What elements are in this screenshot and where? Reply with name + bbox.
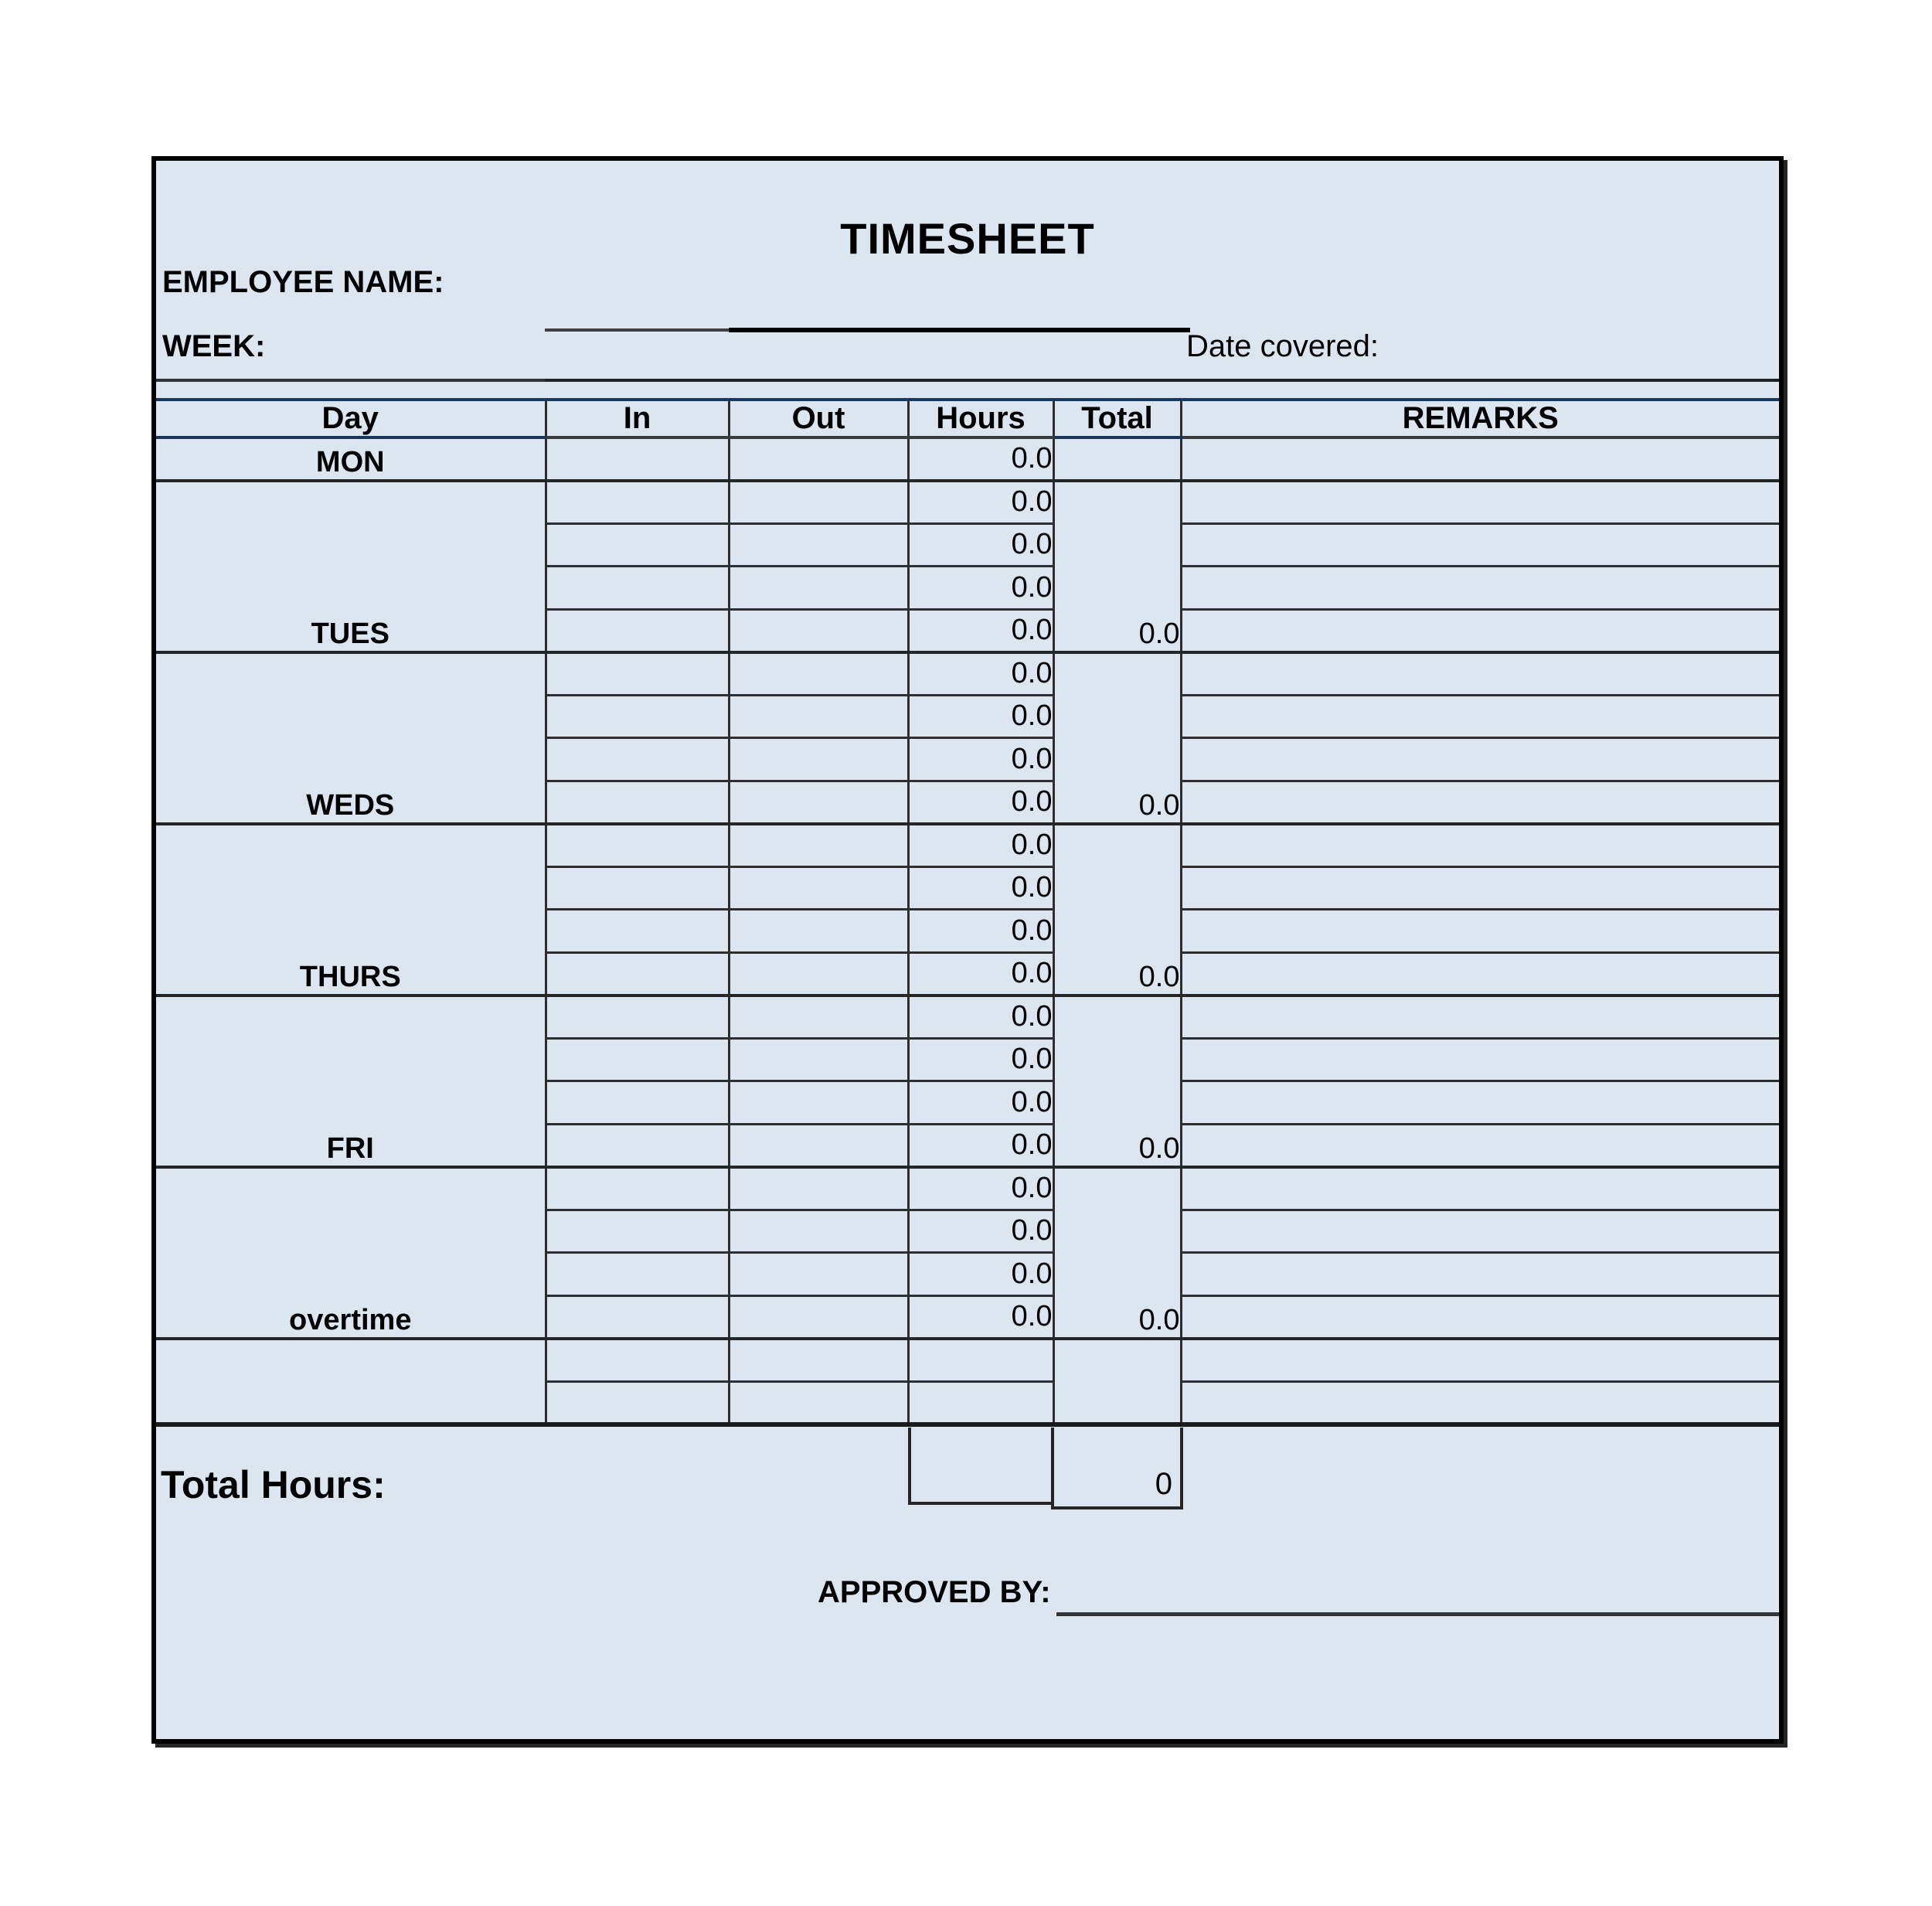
out-cell[interactable] <box>729 695 908 738</box>
remarks-cell[interactable] <box>1181 695 1779 738</box>
hours-cell[interactable]: 0.0 <box>908 1124 1053 1167</box>
remarks-cell[interactable] <box>1181 481 1779 524</box>
out-cell[interactable] <box>729 910 908 953</box>
col-header-total: Total <box>1053 400 1181 437</box>
day-cell-blank <box>156 1339 546 1424</box>
timesheet-table <box>156 398 1779 1427</box>
remarks-cell[interactable] <box>1181 609 1779 652</box>
hours-cell[interactable]: 0.0 <box>908 996 1053 1039</box>
remarks-cell[interactable] <box>1181 1167 1779 1210</box>
remarks-cell[interactable] <box>1181 824 1779 867</box>
in-cell[interactable] <box>546 1295 729 1339</box>
totals-boxes <box>908 1428 1183 1509</box>
out-cell[interactable] <box>729 1210 908 1253</box>
total-cell <box>1053 1339 1181 1424</box>
hours-cell[interactable]: 0.0 <box>908 523 1053 567</box>
date-covered-label: Date covered: <box>1186 329 1379 363</box>
in-cell[interactable] <box>546 1339 729 1382</box>
total-cell: 0.0 <box>1053 481 1181 652</box>
remarks-cell[interactable] <box>1181 437 1779 481</box>
table-header-row <box>156 400 1779 437</box>
remarks-cell[interactable] <box>1181 781 1779 824</box>
in-cell[interactable] <box>546 738 729 781</box>
table-row <box>156 996 1779 1039</box>
out-cell[interactable] <box>729 481 908 524</box>
in-cell[interactable] <box>546 824 729 867</box>
remarks-cell[interactable] <box>1181 1339 1779 1382</box>
remarks-cell[interactable] <box>1181 952 1779 996</box>
in-cell[interactable] <box>546 781 729 824</box>
col-header-remarks: REMARKS <box>1181 400 1779 437</box>
in-cell[interactable] <box>546 1381 729 1424</box>
table-row <box>156 652 1779 696</box>
out-cell[interactable] <box>729 1081 908 1125</box>
in-cell[interactable] <box>546 910 729 953</box>
col-header-day: Day <box>156 400 546 437</box>
out-cell[interactable] <box>729 1295 908 1339</box>
out-cell[interactable] <box>729 437 908 481</box>
day-cell-thurs: THURS <box>156 824 546 996</box>
hours-cell[interactable]: 0.0 <box>908 695 1053 738</box>
col-header-hours: Hours <box>908 400 1053 437</box>
col-header-in: In <box>546 400 729 437</box>
table-row <box>156 824 1779 867</box>
in-cell[interactable] <box>546 437 729 481</box>
remarks-cell[interactable] <box>1181 1038 1779 1081</box>
remarks-cell[interactable] <box>1181 567 1779 610</box>
out-cell[interactable] <box>729 866 908 910</box>
timesheet-panel <box>151 156 1784 1744</box>
out-cell[interactable] <box>729 1253 908 1296</box>
out-cell[interactable] <box>729 824 908 867</box>
hours-cell[interactable]: 0.0 <box>908 781 1053 824</box>
total-hours-label: Total Hours: <box>161 1463 386 1506</box>
table-row <box>156 1167 1779 1210</box>
in-cell[interactable] <box>546 523 729 567</box>
total-cell: 0.0 <box>1053 1167 1181 1339</box>
hours-cell[interactable] <box>908 1339 1053 1382</box>
remarks-cell[interactable] <box>1181 738 1779 781</box>
in-cell[interactable] <box>546 609 729 652</box>
out-cell[interactable] <box>729 996 908 1039</box>
out-cell[interactable] <box>729 1124 908 1167</box>
remarks-cell[interactable] <box>1181 1295 1779 1339</box>
in-cell[interactable] <box>546 1167 729 1210</box>
out-cell[interactable] <box>729 1339 908 1382</box>
in-cell[interactable] <box>546 567 729 610</box>
out-cell[interactable] <box>729 652 908 696</box>
hours-cell[interactable]: 0.0 <box>908 952 1053 996</box>
col-header-out: Out <box>729 400 908 437</box>
table-row <box>156 437 1779 481</box>
out-cell[interactable] <box>729 738 908 781</box>
employee-name-label: EMPLOYEE NAME: <box>162 265 444 299</box>
approved-by-signature-line[interactable] <box>1056 1612 1779 1616</box>
table-row <box>156 1339 1779 1382</box>
hours-cell[interactable] <box>908 1381 1053 1424</box>
total-cell: 0.0 <box>1053 824 1181 996</box>
in-cell[interactable] <box>546 952 729 996</box>
in-cell[interactable] <box>546 996 729 1039</box>
hours-cell[interactable]: 0.0 <box>908 1081 1053 1125</box>
timesheet-body <box>156 437 1779 1424</box>
remarks-cell[interactable] <box>1181 1210 1779 1253</box>
grand-total-box: 0 <box>1051 1428 1183 1509</box>
in-cell[interactable] <box>546 1210 729 1253</box>
in-cell[interactable] <box>546 1253 729 1296</box>
out-cell[interactable] <box>729 1167 908 1210</box>
total-hours-box <box>908 1428 1051 1505</box>
day-cell-mon: MON <box>156 437 546 481</box>
employee-name-line-left[interactable] <box>545 328 729 332</box>
remarks-cell[interactable] <box>1181 1124 1779 1167</box>
hours-cell[interactable]: 0.0 <box>908 567 1053 610</box>
remarks-cell[interactable] <box>1181 910 1779 953</box>
hours-cell[interactable]: 0.0 <box>908 1295 1053 1339</box>
total-cell <box>1053 437 1181 481</box>
hours-cell[interactable]: 0.0 <box>908 1038 1053 1081</box>
day-cell-overtime: overtime <box>156 1167 546 1339</box>
day-cell-tues: TUES <box>156 481 546 652</box>
hours-cell[interactable]: 0.0 <box>908 866 1053 910</box>
in-cell[interactable] <box>546 1124 729 1167</box>
remarks-cell[interactable] <box>1181 652 1779 696</box>
in-cell[interactable] <box>546 1081 729 1125</box>
day-cell-fri: FRI <box>156 996 546 1167</box>
week-label: WEEK: <box>162 329 266 363</box>
remarks-cell[interactable] <box>1181 523 1779 567</box>
in-cell[interactable] <box>546 481 729 524</box>
total-cell: 0.0 <box>1053 996 1181 1167</box>
remarks-cell[interactable] <box>1181 1253 1779 1296</box>
total-cell: 0.0 <box>1053 652 1181 824</box>
week-fill-line[interactable] <box>545 379 1779 382</box>
day-cell-weds: WEDS <box>156 652 546 824</box>
out-cell[interactable] <box>729 1038 908 1081</box>
remarks-cell[interactable] <box>1181 1381 1779 1424</box>
hours-cell[interactable]: 0.0 <box>908 1167 1053 1210</box>
hours-cell[interactable]: 0.0 <box>908 1253 1053 1296</box>
out-cell[interactable] <box>729 952 908 996</box>
hours-cell[interactable]: 0.0 <box>908 609 1053 652</box>
hours-cell[interactable]: 0.0 <box>908 481 1053 524</box>
remarks-cell[interactable] <box>1181 996 1779 1039</box>
remarks-cell[interactable] <box>1181 866 1779 910</box>
out-cell[interactable] <box>729 609 908 652</box>
approved-by-label: APPROVED BY: <box>818 1575 1051 1609</box>
table-row <box>156 481 1779 524</box>
remarks-cell[interactable] <box>1181 1081 1779 1125</box>
out-cell[interactable] <box>729 523 908 567</box>
hours-cell[interactable]: 0.0 <box>908 738 1053 781</box>
in-cell[interactable] <box>546 652 729 696</box>
employee-name-line[interactable] <box>729 328 1190 332</box>
out-cell[interactable] <box>729 567 908 610</box>
hours-cell[interactable]: 0.0 <box>908 437 1053 481</box>
in-cell[interactable] <box>546 1038 729 1081</box>
in-cell[interactable] <box>546 866 729 910</box>
out-cell[interactable] <box>729 781 908 824</box>
hours-cell[interactable]: 0.0 <box>908 652 1053 696</box>
out-cell[interactable] <box>729 1381 908 1424</box>
page-title: TIMESHEET <box>840 214 1095 263</box>
hours-cell[interactable]: 0.0 <box>908 910 1053 953</box>
hours-cell[interactable]: 0.0 <box>908 1210 1053 1253</box>
hours-cell[interactable]: 0.0 <box>908 824 1053 867</box>
in-cell[interactable] <box>546 695 729 738</box>
